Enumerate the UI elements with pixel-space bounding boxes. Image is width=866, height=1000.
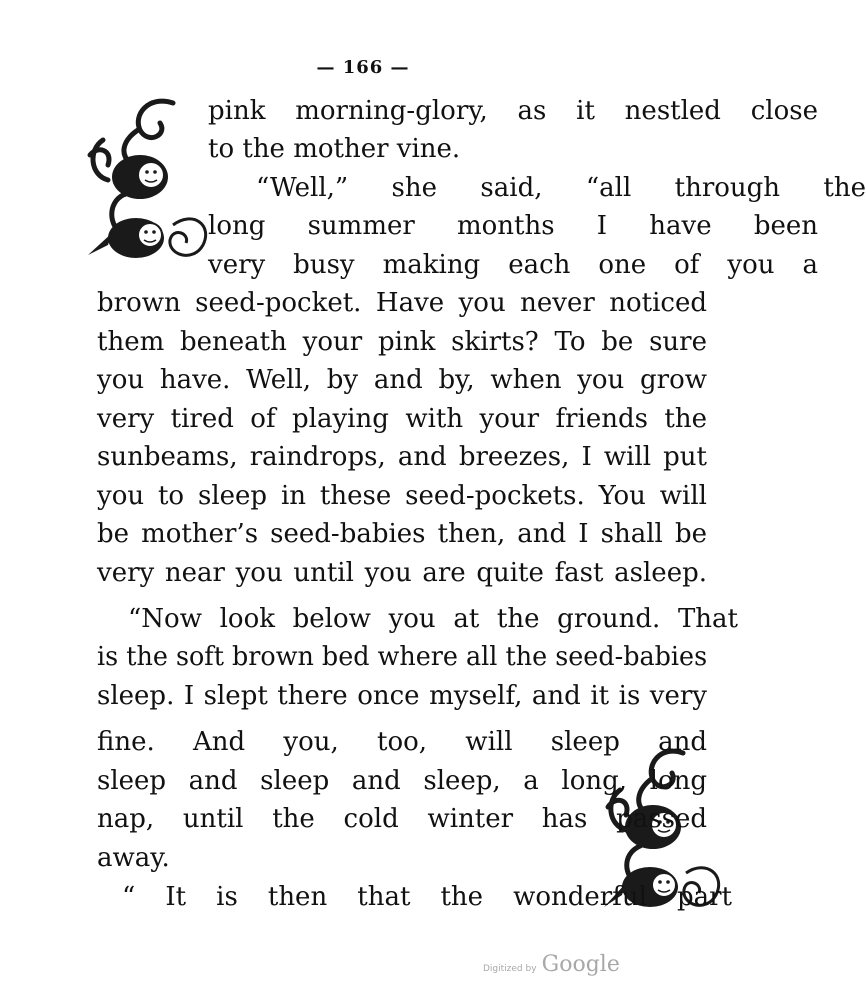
text-line: sleep and sleep and sleep, a long, long: [97, 766, 707, 796]
watermark-prefix: Digitized by: [483, 964, 537, 974]
text-line: brown seed-pocket. Have you never noticed: [97, 288, 707, 318]
text-line: them beneath your pink skirts? To be sure: [97, 327, 707, 357]
morning-glory-vine-icon: [78, 95, 213, 265]
text-line: you to sleep in these seed-pockets. You will: [97, 481, 707, 511]
digitized-by-google-watermark: [483, 952, 620, 977]
text-line: be mother’s seed-babies then, and I shall be: [97, 519, 707, 549]
text-line: long summer months I have been: [208, 211, 818, 241]
page-number: — 166 —: [316, 57, 410, 78]
text-line: to the mother vine.: [208, 134, 461, 164]
text-line: very busy making each one of you a: [208, 250, 818, 280]
text-line: “Well,” she said, “all through the: [256, 173, 866, 203]
text-line: fine. And you, too, will sleep and: [97, 727, 707, 757]
text-line: “Now look below you at the ground. That: [128, 604, 738, 634]
text-line: you have. Well, by and by, when you grow: [97, 365, 707, 395]
text-line: away.: [97, 843, 170, 873]
text-line: nap, until the cold winter has passed: [97, 804, 707, 834]
text-line: sunbeams, raindrops, and breezes, I will put: [97, 442, 707, 472]
text-line: pink morning-glory, as it nestled close: [208, 96, 818, 126]
text-line: is the soft brown bed where all the seed-babies: [97, 642, 708, 672]
text-line: very tired of playing with your friends the: [97, 404, 707, 434]
watermark-brand: Google: [541, 952, 620, 977]
text-line: sleep. I slept there once myself, and it is very: [97, 681, 707, 711]
text-line: very near you until you are quite fast asleep.: [97, 558, 707, 588]
text-line: “ It is then that the wonderful part: [122, 882, 732, 912]
